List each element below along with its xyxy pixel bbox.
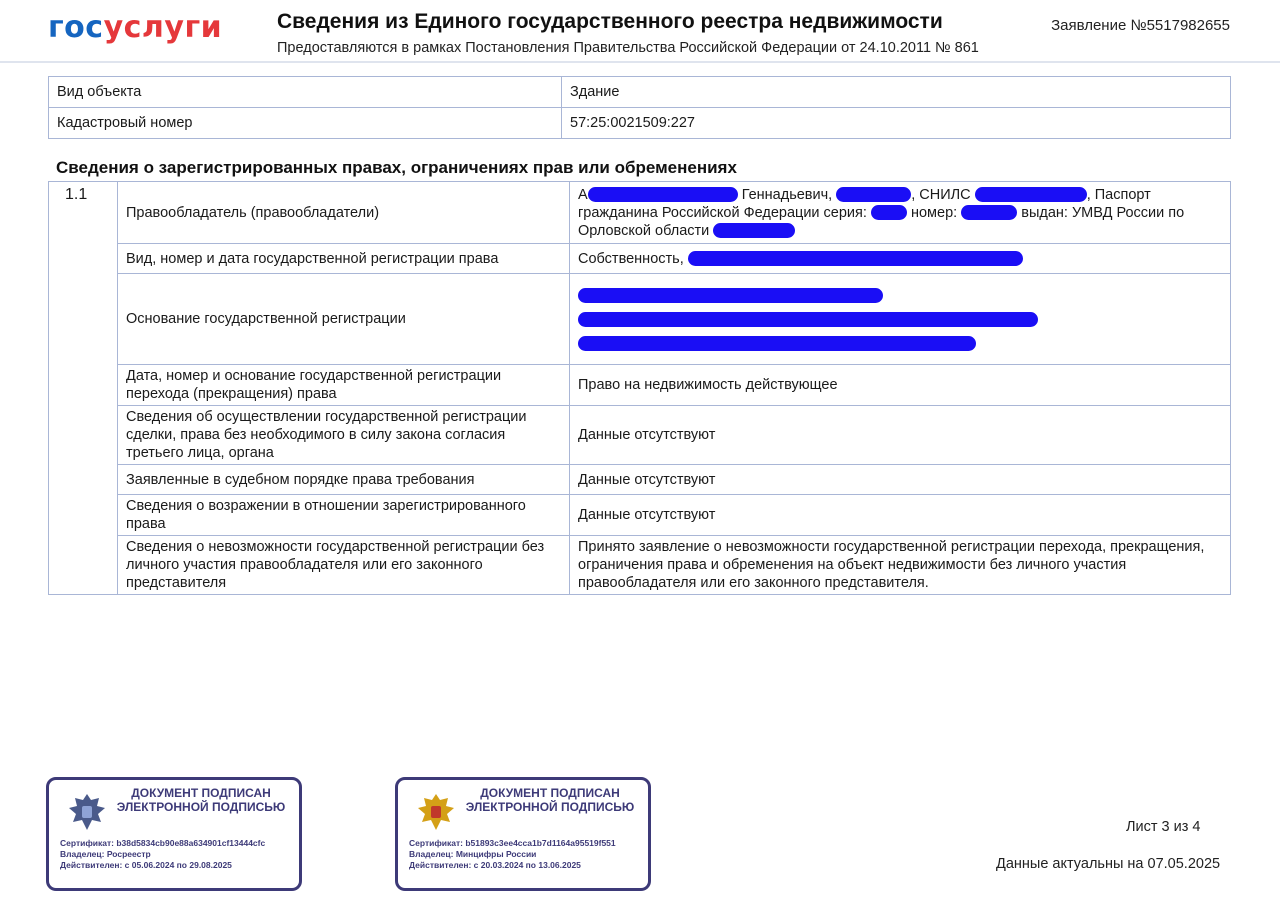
redaction [688, 251, 1023, 266]
table-row [49, 365, 1231, 406]
deal-value: Данные отсутствуют [570, 406, 1231, 465]
stamp-info [60, 838, 265, 871]
sheet-number: Лист 3 из 4 [1126, 819, 1201, 835]
stamp-owner: Владелец: Росреестр [60, 849, 151, 859]
stamp-owner: Владелец: Минцифры России [409, 849, 537, 859]
redaction [578, 288, 883, 303]
document-subtitle: Предоставляются в рамках Постановления Правительства Российской Федерации от 24.10.2011 № 861 [277, 40, 979, 56]
signature-stamp-rosreestr [46, 777, 302, 891]
table-row [49, 536, 1231, 595]
redaction [578, 336, 976, 351]
emblem-icon [65, 790, 109, 834]
redaction [588, 187, 738, 202]
basis-label: Основание государственной регистрации [118, 274, 570, 365]
owner-label: Правообладатель (правообладатели) [118, 182, 570, 244]
rights-section-title: Сведения о зарегистрированных правах, ограничениях прав или обременениях [56, 158, 737, 177]
redaction [836, 187, 911, 202]
registration-label: Вид, номер и дата государственной регистрации права [118, 244, 570, 274]
stamp-certificate: Сертификат: b51893c3ee4cca1b7d1164a95519f551 [409, 838, 616, 848]
document-title: Сведения из Единого государственного реестра недвижимости [277, 10, 943, 33]
table-row [49, 182, 1231, 244]
stamp-validity: Действителен: с 20.03.2024 по 13.06.2025 [409, 860, 581, 870]
stamp-heading: ДОКУМЕНТ ПОДПИСАН ЭЛЕКТРОННОЙ ПОДПИСЬЮ [116, 786, 286, 814]
personal-participation-label: Сведения о невозможности государственной регистрации без личного участия правообладателя или его законного представителя [118, 536, 570, 595]
rights-table [48, 181, 1231, 595]
redaction [975, 187, 1087, 202]
transfer-label: Дата, номер и основание государственной регистрации перехода (прекращения) права [118, 365, 570, 406]
deal-label: Сведения об осуществлении государственной регистрации сделки, права без необходимого в силу закона согласия третьего лица, органа [118, 406, 570, 465]
redaction [713, 223, 795, 238]
redaction [871, 205, 907, 220]
cadastral-number-value: 57:25:0021509:227 [562, 108, 1231, 139]
table-row [49, 274, 1231, 365]
table-row [49, 406, 1231, 465]
header-divider [0, 61, 1280, 63]
signature-stamp-mintsifry [395, 777, 651, 891]
object-type-label: Вид объекта [49, 77, 562, 108]
objection-value: Данные отсутствуют [570, 495, 1231, 536]
transfer-value: Право на недвижимость действующее [570, 365, 1231, 406]
basis-value [570, 274, 1231, 365]
cadastral-number-label: Кадастровый номер [49, 108, 562, 139]
table-row [49, 465, 1231, 495]
table-row [49, 244, 1231, 274]
objection-label: Сведения о возражении в отношении зарегистрированного права [118, 495, 570, 536]
table-row [49, 495, 1231, 536]
stamp-validity: Действителен: с 05.06.2024 по 29.08.2025 [60, 860, 232, 870]
gosuslugi-logo: госуслуги [48, 10, 223, 45]
emblem-icon [414, 790, 458, 834]
table-row [49, 108, 1231, 139]
redaction [961, 205, 1017, 220]
claims-label: Заявленные в судебном порядке права требования [118, 465, 570, 495]
redaction [578, 312, 1038, 327]
claims-value: Данные отсутствуют [570, 465, 1231, 495]
object-table [48, 76, 1231, 139]
data-actual-date: Данные актуальны на 07.05.2025 [996, 856, 1221, 872]
registration-value: Собственность, [570, 244, 1231, 274]
owner-value: А Геннадьевич, , СНИЛС , Паспорт гражданина Российской Федерации серия: номер: выдан: УМВД России по Орловской области [570, 182, 1231, 244]
table-row [49, 77, 1231, 108]
application-number: Заявление №5517982655 [1051, 17, 1230, 34]
stamp-info [409, 838, 616, 871]
object-type-value: Здание [562, 77, 1231, 108]
stamp-heading: ДОКУМЕНТ ПОДПИСАН ЭЛЕКТРОННОЙ ПОДПИСЬЮ [465, 786, 635, 814]
record-number: 1.1 [49, 182, 118, 595]
stamp-certificate: Сертификат: b38d5834cb90e88a634901cf13444cfc [60, 838, 266, 848]
personal-participation-value: Принято заявление о невозможности государственной регистрации перехода, прекращения, ограничения права и обременения на объект недвижимости без личного участия правообладателя или его законного представителя. [570, 536, 1231, 595]
